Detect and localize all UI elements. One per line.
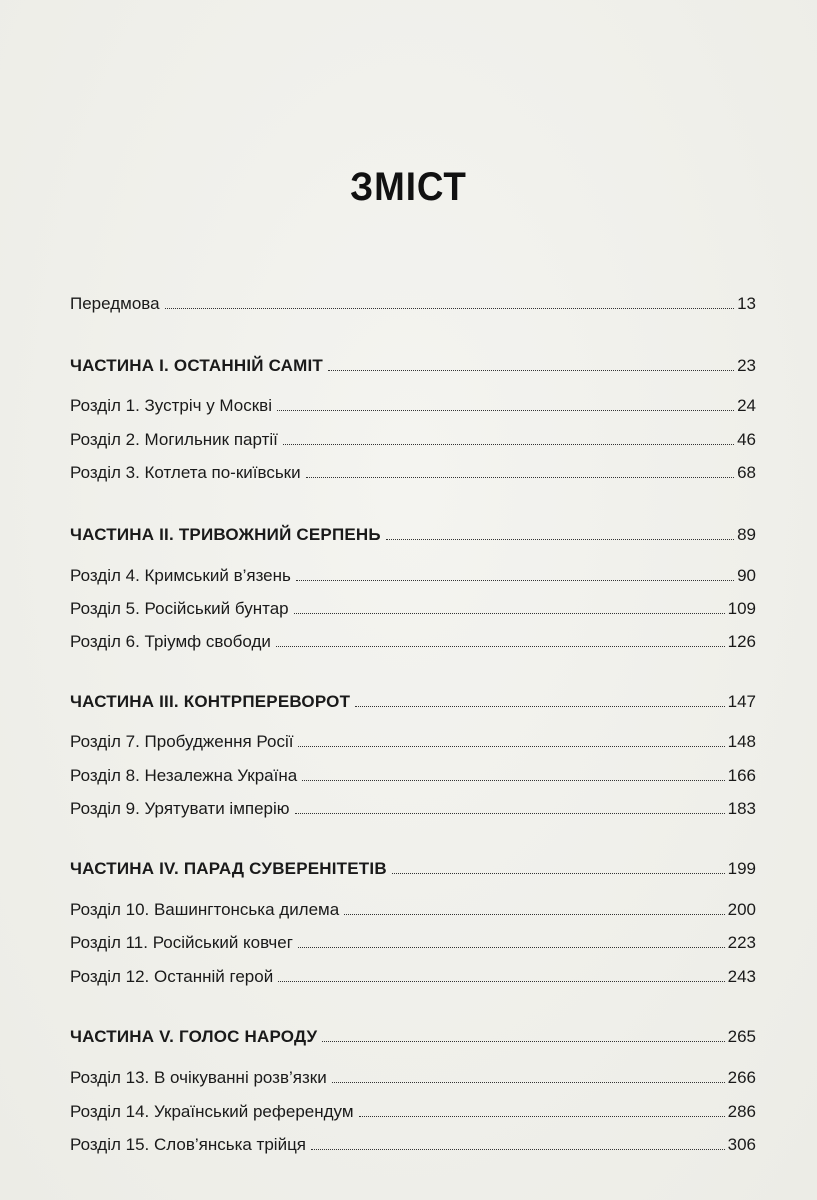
- toc-chapter-entry: [70, 1067, 756, 1089]
- toc-chapter-entry: [70, 932, 756, 954]
- dot-leader: [322, 1040, 724, 1042]
- page-number: 266: [727, 1068, 756, 1087]
- dot-leader: [328, 369, 734, 371]
- page-number: 148: [727, 732, 756, 751]
- dot-leader: [302, 779, 724, 781]
- dot-leader: [311, 1148, 725, 1150]
- toc-chapter-entry: [70, 565, 756, 587]
- toc-chapter-entry: [70, 966, 756, 988]
- toc-chapter-entry: [70, 462, 756, 484]
- toc-chapter-entry: [70, 429, 756, 451]
- page-number: 306: [727, 1135, 756, 1154]
- toc-part-entry: [70, 524, 756, 546]
- dot-leader: [283, 443, 734, 445]
- entry-title: Розділ 5. Російський бунтар: [70, 599, 289, 618]
- dot-leader: [298, 946, 725, 948]
- page-number: 68: [737, 463, 756, 482]
- page-number: 265: [727, 1027, 756, 1046]
- page-number: 223: [727, 933, 756, 952]
- page-number: 199: [727, 859, 756, 878]
- entry-title: ЧАСТИНА V. ГОЛОС НАРОДУ: [70, 1027, 318, 1046]
- entry-title: Розділ 9. Урятувати імперію: [70, 799, 290, 818]
- toc-preface-entry: [70, 293, 756, 315]
- entry-title: Розділ 4. Кримський в’язень: [70, 566, 291, 585]
- toc-part-entry: [70, 858, 756, 880]
- dot-leader: [359, 1115, 725, 1117]
- toc-chapter-entry: [70, 798, 756, 820]
- page-number: 286: [727, 1102, 756, 1121]
- entry-title: Розділ 13. В очікуванні розв’язки: [70, 1068, 327, 1087]
- page-number: 24: [737, 396, 756, 415]
- page-number: 126: [727, 632, 756, 651]
- toc-part-entry: [70, 355, 756, 377]
- entry-title: Розділ 10. Вашингтонська дилема: [70, 900, 340, 919]
- entry-title: Передмова: [70, 294, 160, 313]
- entry-title: Розділ 14. Український референдум: [70, 1102, 354, 1121]
- page-number: 13: [737, 294, 756, 313]
- page-number: 200: [727, 900, 756, 919]
- entry-title: Розділ 7. Пробудження Росії: [70, 732, 294, 751]
- dot-leader: [355, 705, 724, 707]
- entry-title: Розділ 3. Котлета по-київськи: [70, 463, 301, 482]
- page-number: 23: [737, 356, 756, 375]
- toc-chapter-entry: [70, 395, 756, 417]
- page-number: 243: [727, 967, 756, 986]
- dot-leader: [332, 1081, 725, 1083]
- dot-leader: [295, 812, 725, 814]
- dot-leader: [392, 872, 725, 874]
- page-number: 46: [737, 430, 756, 449]
- entry-title: ЧАСТИНА II. ТРИВОЖНИЙ СЕРПЕНЬ: [70, 525, 381, 544]
- page-number: 183: [727, 799, 756, 818]
- entry-title: ЧАСТИНА III. КОНТРПЕРЕВОРОТ: [70, 692, 351, 711]
- dot-leader: [276, 645, 725, 647]
- toc-part-entry: [70, 1026, 756, 1048]
- entry-title: Розділ 6. Тріумф свободи: [70, 632, 271, 651]
- page-number: 166: [727, 766, 756, 785]
- dot-leader: [344, 913, 724, 915]
- page-number: 90: [737, 566, 756, 585]
- dot-leader: [294, 612, 725, 614]
- entry-title: ЧАСТИНА I. ОСТАННІЙ САМІТ: [70, 356, 323, 375]
- toc-chapter-entry: [70, 1101, 756, 1123]
- dot-leader: [298, 745, 724, 747]
- dot-leader: [278, 980, 724, 982]
- entry-title: Розділ 15. Слов’янська трійця: [70, 1135, 307, 1154]
- dot-leader: [386, 538, 734, 540]
- entry-title: ЧАСТИНА IV. ПАРАД СУВЕРЕНІТЕТІВ: [70, 859, 387, 878]
- page-number: 147: [727, 692, 756, 711]
- page-title: ЗМІСТ: [350, 165, 467, 209]
- dot-leader: [306, 476, 734, 478]
- toc-chapter-entry: [70, 631, 756, 653]
- toc-chapter-entry: [70, 1134, 756, 1156]
- toc-chapter-entry: [70, 598, 756, 620]
- dot-leader: [277, 409, 734, 411]
- entry-title: Розділ 11. Російський ковчег: [70, 933, 293, 952]
- page-number: 109: [727, 599, 756, 618]
- dot-leader: [296, 579, 734, 581]
- entry-title: Розділ 8. Незалежна Україна: [70, 766, 298, 785]
- page-number: 89: [737, 525, 756, 544]
- entry-title: Розділ 2. Могильник партії: [70, 430, 278, 449]
- dot-leader: [165, 307, 735, 309]
- entry-title: Розділ 12. Останній герой: [70, 967, 274, 986]
- toc-part-entry: [70, 691, 756, 713]
- toc-chapter-entry: [70, 765, 756, 787]
- toc-chapter-entry: [70, 899, 756, 921]
- entry-title: Розділ 1. Зустріч у Москві: [70, 396, 272, 415]
- toc-chapter-entry: [70, 731, 756, 753]
